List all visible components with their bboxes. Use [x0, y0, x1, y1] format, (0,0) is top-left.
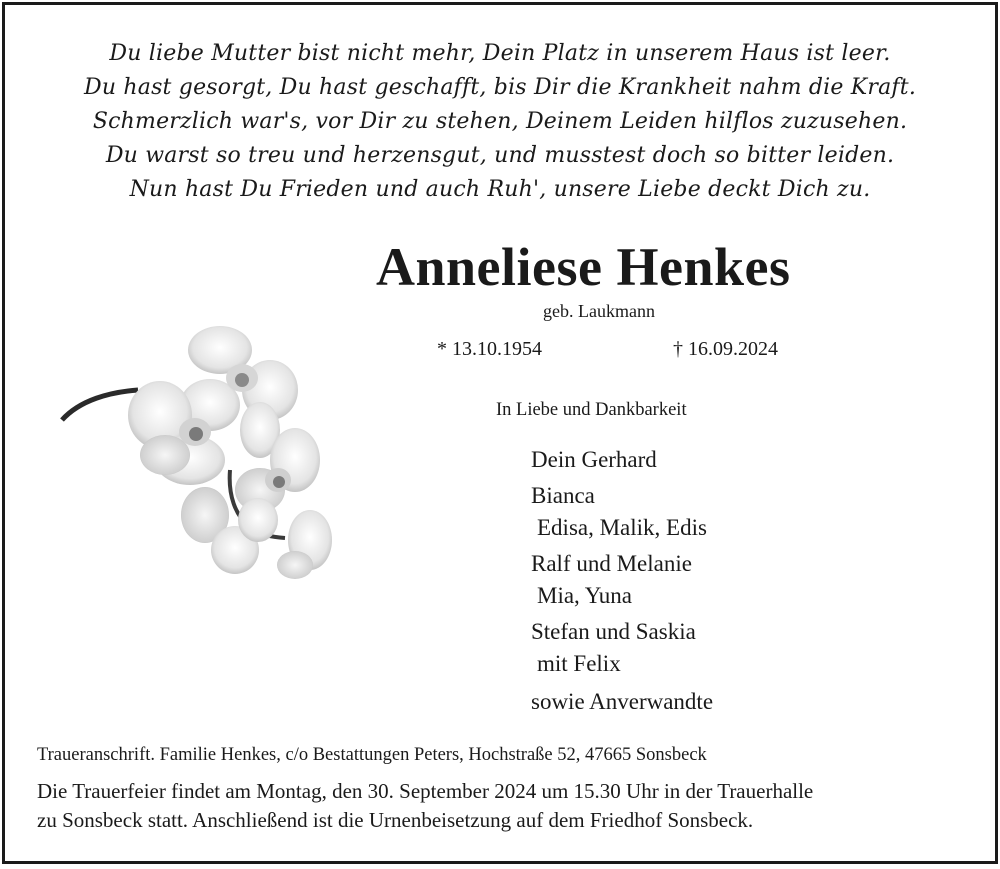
orchid-flower-middle	[235, 402, 320, 512]
family-member: Ralf und Melanie	[531, 551, 692, 576]
poem-line: Du warst so treu und herzensgut, und musstest doch so bitter leiden.	[105, 143, 895, 168]
family-member: Dein Gerhard	[531, 447, 657, 472]
orchid-flower-bottom	[181, 487, 278, 574]
orchid-flower-bud	[277, 510, 332, 579]
orchid-flower-top	[180, 326, 298, 431]
deceased-name: Anneliese Henkes	[376, 237, 791, 297]
orchid-image	[60, 320, 345, 590]
family-member: Mia, Yuna	[537, 583, 632, 608]
death-date: † 16.09.2024	[673, 338, 778, 360]
birth-name: geb. Laukmann	[543, 301, 655, 321]
poem-line: Schmerzlich war's, vor Dir zu stehen, Deinem Leiden hilflos zuzusehen.	[92, 109, 908, 134]
family-member: Bianca	[531, 483, 595, 508]
ceremony-line: Die Trauerfeier findet am Montag, den 30. September 2024 um 15.30 Uhr in der Trauerhalle	[37, 779, 814, 803]
memorial-poem	[0, 37, 1000, 207]
ceremony-info	[37, 777, 813, 835]
poem-line: Nun hast Du Frieden und auch Ruh', unsere Liebe deckt Dich zu.	[129, 177, 871, 202]
birth-date: * 13.10.1954	[437, 338, 542, 360]
mourning-address: Traueranschrift. Familie Henkes, c/o Bestattungen Peters, Hochstraße 52, 47665 Sonsbeck	[37, 745, 707, 765]
poem-line: Du hast gesorgt, Du hast geschafft, bis Dir die Krankheit nahm die Kraft.	[83, 75, 917, 100]
family-member: Edisa, Malik, Edis	[537, 515, 707, 540]
family-member: sowie Anverwandte	[531, 689, 714, 714]
poem-line: Du liebe Mutter bist nicht mehr, Dein Platz in unserem Haus ist leer.	[109, 41, 891, 66]
family-member: mit Felix	[537, 651, 621, 676]
dedication-text: In Liebe und Dankbarkeit	[496, 400, 687, 420]
ceremony-line: zu Sonsbeck statt. Anschließend ist die Urnenbeisetzung auf dem Friedhof Sonsbeck.	[37, 808, 754, 832]
family-member: Stefan und Saskia	[531, 619, 696, 644]
